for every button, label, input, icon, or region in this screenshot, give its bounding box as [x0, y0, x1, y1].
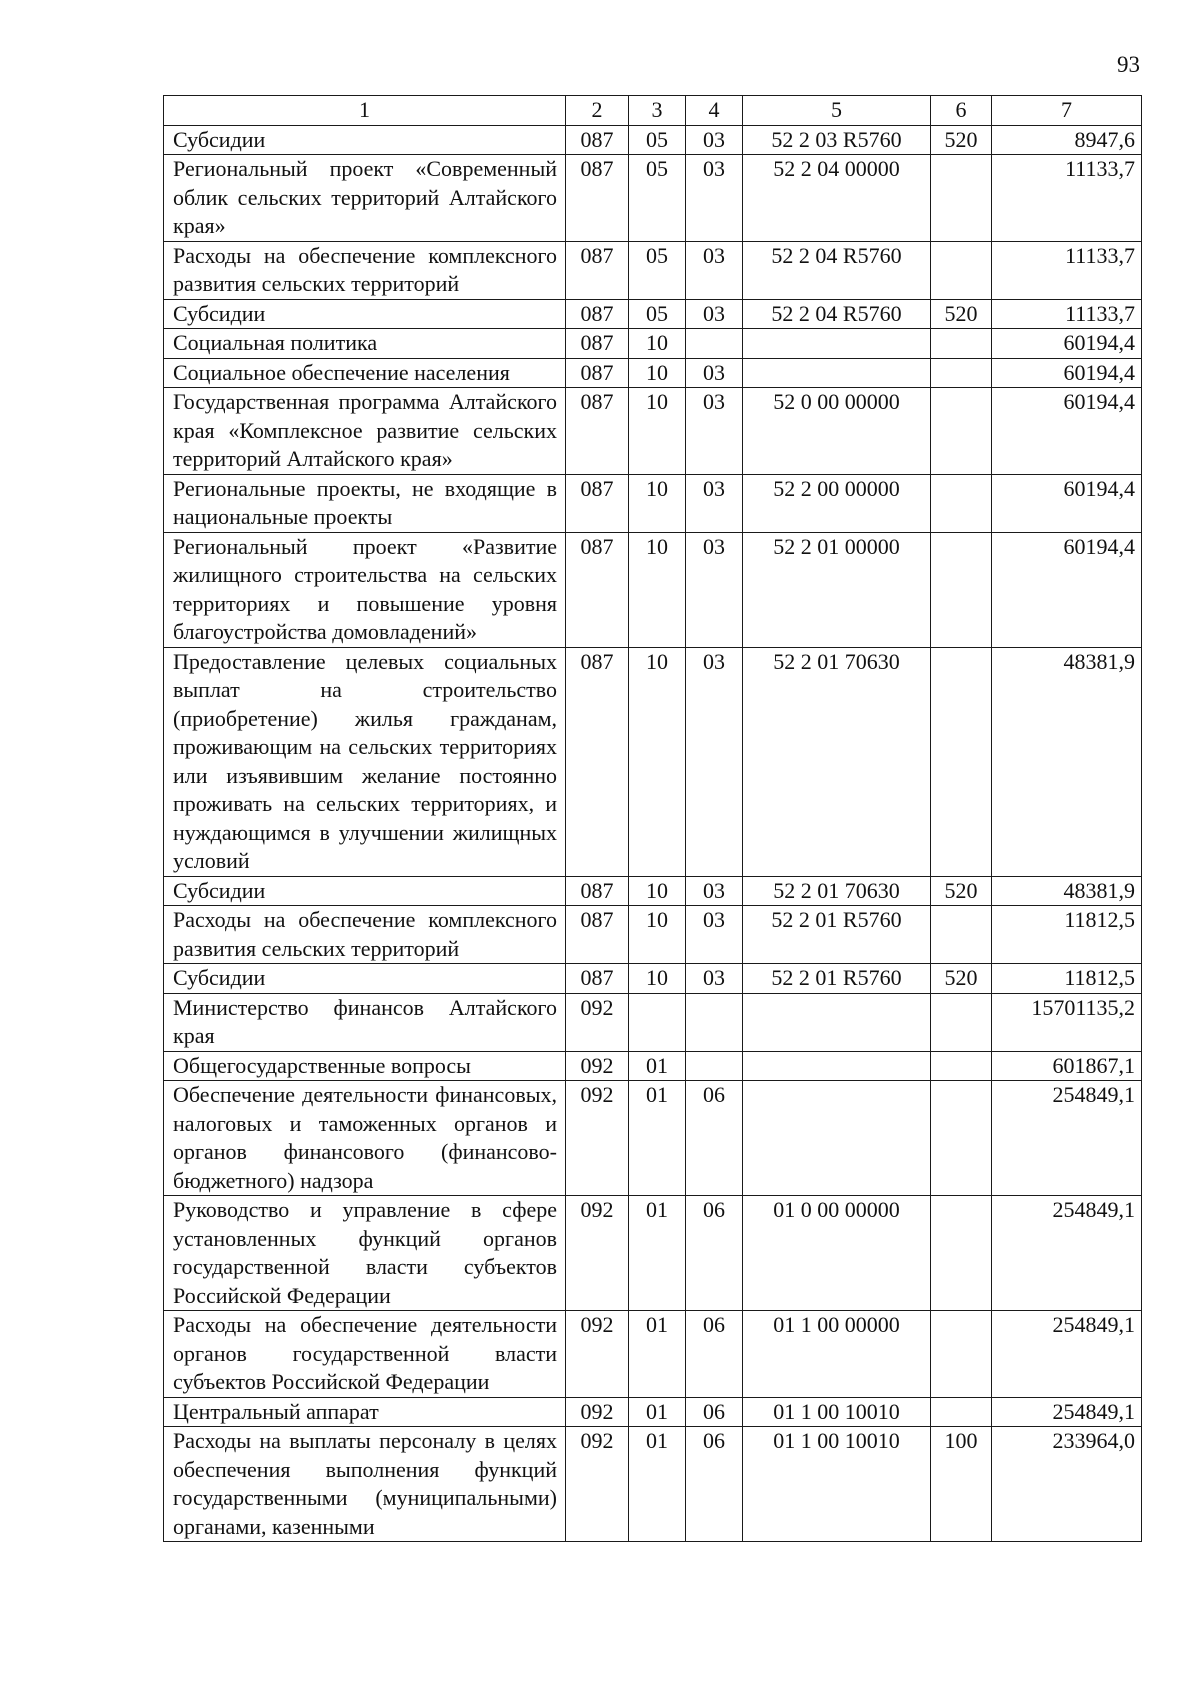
row-code-section: 05	[629, 155, 686, 242]
row-code-subsection: 06	[686, 1196, 743, 1311]
row-code-expense-type	[931, 906, 992, 964]
row-code-target: 52 0 00 00000	[743, 388, 931, 475]
row-name: Общегосударственные вопросы	[164, 1051, 566, 1081]
row-code-section: 10	[629, 647, 686, 876]
table-row	[164, 647, 1142, 876]
row-amount: 254849,1	[992, 1311, 1142, 1398]
row-code-admin: 092	[566, 1427, 629, 1542]
row-code-expense-type: 100	[931, 1427, 992, 1542]
table-row	[164, 299, 1142, 329]
table-row	[164, 329, 1142, 359]
row-code-subsection: 03	[686, 155, 743, 242]
column-header-1: 1	[164, 96, 566, 126]
row-code-target	[743, 329, 931, 359]
row-code-target: 52 2 01 70630	[743, 876, 931, 906]
row-code-admin: 087	[566, 329, 629, 359]
row-code-section	[629, 993, 686, 1051]
row-name: Министерство финансов Алтайского края	[164, 993, 566, 1051]
row-code-admin: 087	[566, 474, 629, 532]
row-code-section: 10	[629, 532, 686, 647]
column-header-5: 5	[743, 96, 931, 126]
row-code-target: 52 2 03 R5760	[743, 125, 931, 155]
row-name: Предоставление целевых социальных выплат на строительство (приобретение) жилья гражданам, проживающим на сельских территориях или изъявившим желание постоянно проживать на сельских территориях, и нуждающимся в улучшении жилищных условий	[164, 647, 566, 876]
row-code-admin: 087	[566, 388, 629, 475]
budget-table	[163, 95, 1142, 1542]
row-amount: 601867,1	[992, 1051, 1142, 1081]
row-code-target	[743, 993, 931, 1051]
row-code-expense-type	[931, 993, 992, 1051]
row-name: Социальная политика	[164, 329, 566, 359]
table-row	[164, 125, 1142, 155]
column-header-3: 3	[629, 96, 686, 126]
table-row	[164, 1196, 1142, 1311]
row-amount: 60194,4	[992, 329, 1142, 359]
table-body	[164, 125, 1142, 1542]
row-code-subsection: 03	[686, 647, 743, 876]
row-name: Расходы на выплаты персоналу в целях обеспечения выполнения функций государственными (муниципальными) органами, казенными	[164, 1427, 566, 1542]
row-code-expense-type	[931, 358, 992, 388]
row-amount: 11812,5	[992, 964, 1142, 994]
table-row	[164, 358, 1142, 388]
row-code-target: 01 1 00 10010	[743, 1427, 931, 1542]
row-code-subsection: 03	[686, 388, 743, 475]
row-code-subsection: 03	[686, 125, 743, 155]
row-code-admin: 092	[566, 1051, 629, 1081]
row-code-target: 52 2 01 00000	[743, 532, 931, 647]
row-code-subsection: 03	[686, 474, 743, 532]
row-code-section: 10	[629, 358, 686, 388]
row-code-target: 01 1 00 10010	[743, 1397, 931, 1427]
row-code-target: 01 1 00 00000	[743, 1311, 931, 1398]
row-name: Расходы на обеспечение деятельности органов государственной власти субъектов Российской Федерации	[164, 1311, 566, 1398]
table-row	[164, 1311, 1142, 1398]
row-amount: 254849,1	[992, 1397, 1142, 1427]
row-amount: 11133,7	[992, 155, 1142, 242]
row-code-expense-type: 520	[931, 125, 992, 155]
row-code-subsection: 06	[686, 1311, 743, 1398]
row-code-subsection: 03	[686, 532, 743, 647]
row-code-target: 52 2 04 R5760	[743, 241, 931, 299]
row-code-expense-type: 520	[931, 299, 992, 329]
row-code-admin: 092	[566, 1311, 629, 1398]
row-code-expense-type	[931, 1397, 992, 1427]
row-code-section: 10	[629, 329, 686, 359]
table-row	[164, 532, 1142, 647]
row-code-section: 05	[629, 241, 686, 299]
row-code-subsection	[686, 1051, 743, 1081]
row-name: Расходы на обеспечение комплексного развития сельских территорий	[164, 241, 566, 299]
table-row	[164, 906, 1142, 964]
row-code-section: 01	[629, 1311, 686, 1398]
table-row	[164, 1081, 1142, 1196]
row-code-section: 10	[629, 388, 686, 475]
row-code-section: 05	[629, 125, 686, 155]
row-code-section: 05	[629, 299, 686, 329]
row-name: Субсидии	[164, 125, 566, 155]
row-amount: 11133,7	[992, 299, 1142, 329]
row-code-section: 10	[629, 964, 686, 994]
row-code-subsection: 03	[686, 299, 743, 329]
table-row	[164, 964, 1142, 994]
row-code-admin: 087	[566, 964, 629, 994]
row-code-target: 52 2 00 00000	[743, 474, 931, 532]
row-amount: 11812,5	[992, 906, 1142, 964]
row-name: Обеспечение деятельности финансовых, налоговых и таможенных органов и органов финансового (финансово-бюджетного) надзора	[164, 1081, 566, 1196]
row-code-section: 10	[629, 474, 686, 532]
row-code-expense-type	[931, 647, 992, 876]
row-code-section: 01	[629, 1427, 686, 1542]
row-code-admin: 092	[566, 1196, 629, 1311]
row-code-section: 01	[629, 1196, 686, 1311]
row-code-admin: 087	[566, 125, 629, 155]
row-amount: 11133,7	[992, 241, 1142, 299]
row-code-subsection	[686, 329, 743, 359]
row-code-section: 01	[629, 1051, 686, 1081]
row-code-target: 52 2 04 00000	[743, 155, 931, 242]
table-row	[164, 876, 1142, 906]
row-amount: 60194,4	[992, 532, 1142, 647]
row-amount: 254849,1	[992, 1081, 1142, 1196]
row-code-target: 52 2 01 R5760	[743, 964, 931, 994]
row-code-admin: 087	[566, 241, 629, 299]
row-code-expense-type	[931, 388, 992, 475]
row-code-target	[743, 1081, 931, 1196]
row-code-subsection: 06	[686, 1081, 743, 1196]
table-row	[164, 155, 1142, 242]
row-code-section: 10	[629, 876, 686, 906]
row-code-expense-type	[931, 474, 992, 532]
row-code-expense-type	[931, 1081, 992, 1196]
row-code-section: 01	[629, 1397, 686, 1427]
row-code-expense-type	[931, 155, 992, 242]
row-name: Социальное обеспечение населения	[164, 358, 566, 388]
table-row	[164, 1051, 1142, 1081]
row-amount: 233964,0	[992, 1427, 1142, 1542]
row-name: Субсидии	[164, 876, 566, 906]
row-name: Региональные проекты, не входящие в национальные проекты	[164, 474, 566, 532]
row-code-target: 52 2 04 R5760	[743, 299, 931, 329]
row-code-admin: 087	[566, 876, 629, 906]
row-code-admin: 087	[566, 532, 629, 647]
row-code-subsection: 03	[686, 358, 743, 388]
row-code-subsection: 03	[686, 241, 743, 299]
row-name: Расходы на обеспечение комплексного развития сельских территорий	[164, 906, 566, 964]
row-code-admin: 092	[566, 1397, 629, 1427]
row-code-expense-type: 520	[931, 876, 992, 906]
row-code-section: 01	[629, 1081, 686, 1196]
row-code-admin: 092	[566, 993, 629, 1051]
row-code-target: 01 0 00 00000	[743, 1196, 931, 1311]
row-amount: 48381,9	[992, 876, 1142, 906]
row-code-expense-type	[931, 241, 992, 299]
row-name: Субсидии	[164, 964, 566, 994]
table-row	[164, 1427, 1142, 1542]
table-row	[164, 993, 1142, 1051]
row-code-section: 10	[629, 906, 686, 964]
row-code-expense-type	[931, 1196, 992, 1311]
row-amount: 60194,4	[992, 388, 1142, 475]
row-amount: 48381,9	[992, 647, 1142, 876]
row-code-subsection: 06	[686, 1427, 743, 1542]
column-header-4: 4	[686, 96, 743, 126]
column-header-7: 7	[992, 96, 1142, 126]
row-code-subsection: 03	[686, 876, 743, 906]
row-code-target	[743, 1051, 931, 1081]
row-amount: 60194,4	[992, 358, 1142, 388]
row-code-expense-type	[931, 1051, 992, 1081]
row-amount: 60194,4	[992, 474, 1142, 532]
row-code-expense-type	[931, 532, 992, 647]
row-code-target	[743, 358, 931, 388]
table-row	[164, 241, 1142, 299]
row-code-admin: 087	[566, 647, 629, 876]
row-name: Государственная программа Алтайского края «Комплексное развитие сельских территорий Алтайского края»	[164, 388, 566, 475]
row-name: Региональный проект «Развитие жилищного строительства на сельских территориях и повышение уровня благоустройства домовладений»	[164, 532, 566, 647]
row-code-subsection: 03	[686, 964, 743, 994]
row-code-admin: 087	[566, 358, 629, 388]
table-row	[164, 1397, 1142, 1427]
row-amount: 8947,6	[992, 125, 1142, 155]
column-header-2: 2	[566, 96, 629, 126]
row-code-admin: 087	[566, 906, 629, 964]
page-number: 93	[1117, 52, 1140, 77]
table-row	[164, 388, 1142, 475]
row-code-admin: 087	[566, 155, 629, 242]
row-name: Руководство и управление в сфере установленных функций органов государственной власти субъектов Российской Федерации	[164, 1196, 566, 1311]
row-code-subsection	[686, 993, 743, 1051]
row-code-target: 52 2 01 70630	[743, 647, 931, 876]
header-row	[164, 96, 1142, 126]
column-header-6: 6	[931, 96, 992, 126]
row-code-subsection: 03	[686, 906, 743, 964]
row-code-expense-type	[931, 1311, 992, 1398]
row-code-admin: 087	[566, 299, 629, 329]
row-code-expense-type: 520	[931, 964, 992, 994]
row-amount: 254849,1	[992, 1196, 1142, 1311]
row-code-subsection: 06	[686, 1397, 743, 1427]
row-name: Региональный проект «Современный облик сельских территорий Алтайского края»	[164, 155, 566, 242]
row-code-expense-type	[931, 329, 992, 359]
row-code-target: 52 2 01 R5760	[743, 906, 931, 964]
row-code-admin: 092	[566, 1081, 629, 1196]
row-name: Центральный аппарат	[164, 1397, 566, 1427]
row-name: Субсидии	[164, 299, 566, 329]
table-row	[164, 474, 1142, 532]
row-amount: 15701135,2	[992, 993, 1142, 1051]
